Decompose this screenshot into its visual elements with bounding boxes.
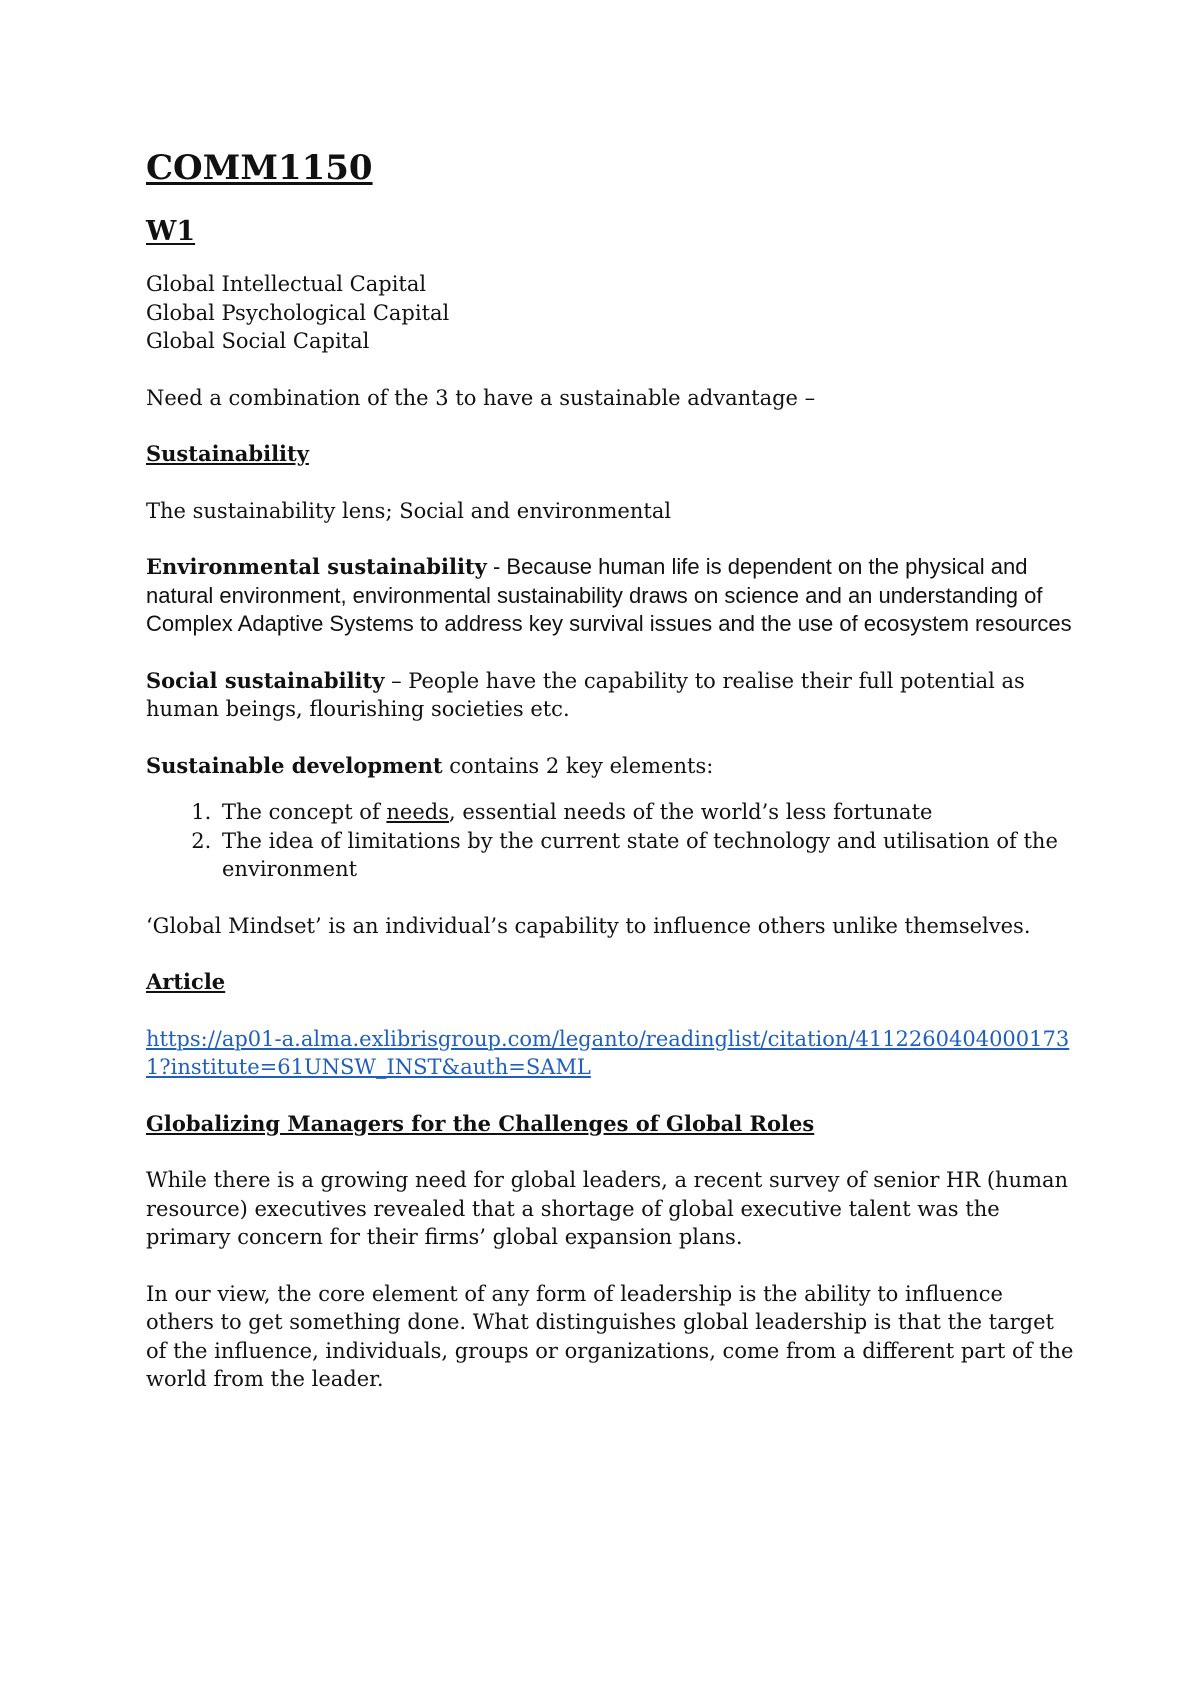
environmental-definition: - Because human life is dependent on the physical and natural environment, environmental sustainability draws on science and an understanding of Complex Adaptive Systems to address key survival issues and the use of ecosystem resources xyxy=(146,554,1072,636)
global-mindset-paragraph: ‘Global Mindset’ is an individual’s capability to influence others unlike themselves. xyxy=(146,913,1031,938)
capital-item: Global Psychological Capital xyxy=(146,300,450,325)
article-link[interactable]: https://ap01-a.alma.exlibrisgroup.com/leganto/readinglist/citation/41122604040001731?institute=61UNSW_INST&auth=SAML xyxy=(146,1026,1070,1079)
document-title: COMM1150 xyxy=(146,148,373,188)
article-paragraph-2: In our view, the core element of any form of leadership is the ability to influence others to get something done. What distinguishes global leadership is that the target of the influence, individuals, groups or organizations, come from a different part of the world from the leader. xyxy=(146,1281,1074,1391)
needs-term: needs xyxy=(386,800,450,824)
social-definition: – People have the capability to realise their full potential as human beings, flourishing societies etc. xyxy=(146,668,1025,721)
sustainable-development-paragraph xyxy=(146,752,1076,781)
article-paragraph-1: While there is a growing need for global leaders, a recent survey of senior HR (human resource) executives revealed that a shortage of global executive talent was the primary concern for their firms’ global expansion plans. xyxy=(146,1168,1069,1249)
social-term: Social sustainability xyxy=(146,667,385,693)
week-heading: W1 xyxy=(146,216,196,247)
sustainability-heading: Sustainability xyxy=(146,441,309,466)
capital-item: Global Social Capital xyxy=(146,329,370,353)
environmental-paragraph xyxy=(146,553,1076,639)
environmental-term: Environmental sustainability xyxy=(146,554,487,579)
social-paragraph xyxy=(146,667,1076,724)
article-heading: Article xyxy=(146,969,226,994)
list-item: 2. The idea of limitations by the current state of technology and utilisation of the environment xyxy=(218,827,1076,884)
key-elements-list xyxy=(146,798,1076,884)
sustainable-development-rest: contains 2 key elements: xyxy=(442,753,714,778)
article-link-paragraph xyxy=(146,1025,1076,1082)
combination-note: Need a combination of the 3 to have a sustainable advantage – xyxy=(146,385,816,410)
capital-item: Global Intellectual Capital xyxy=(146,272,427,296)
list-item: 1. The concept of needs, essential needs of the world’s less fortunate xyxy=(218,798,1076,827)
sustainability-lens: The sustainability lens; Social and environmental xyxy=(146,498,672,523)
capitals-list xyxy=(146,270,1076,356)
document-body xyxy=(146,146,1076,1394)
sustainable-development-term: Sustainable development xyxy=(146,752,443,778)
article-title: Globalizing Managers for the Challenges of Global Roles xyxy=(146,1110,815,1136)
